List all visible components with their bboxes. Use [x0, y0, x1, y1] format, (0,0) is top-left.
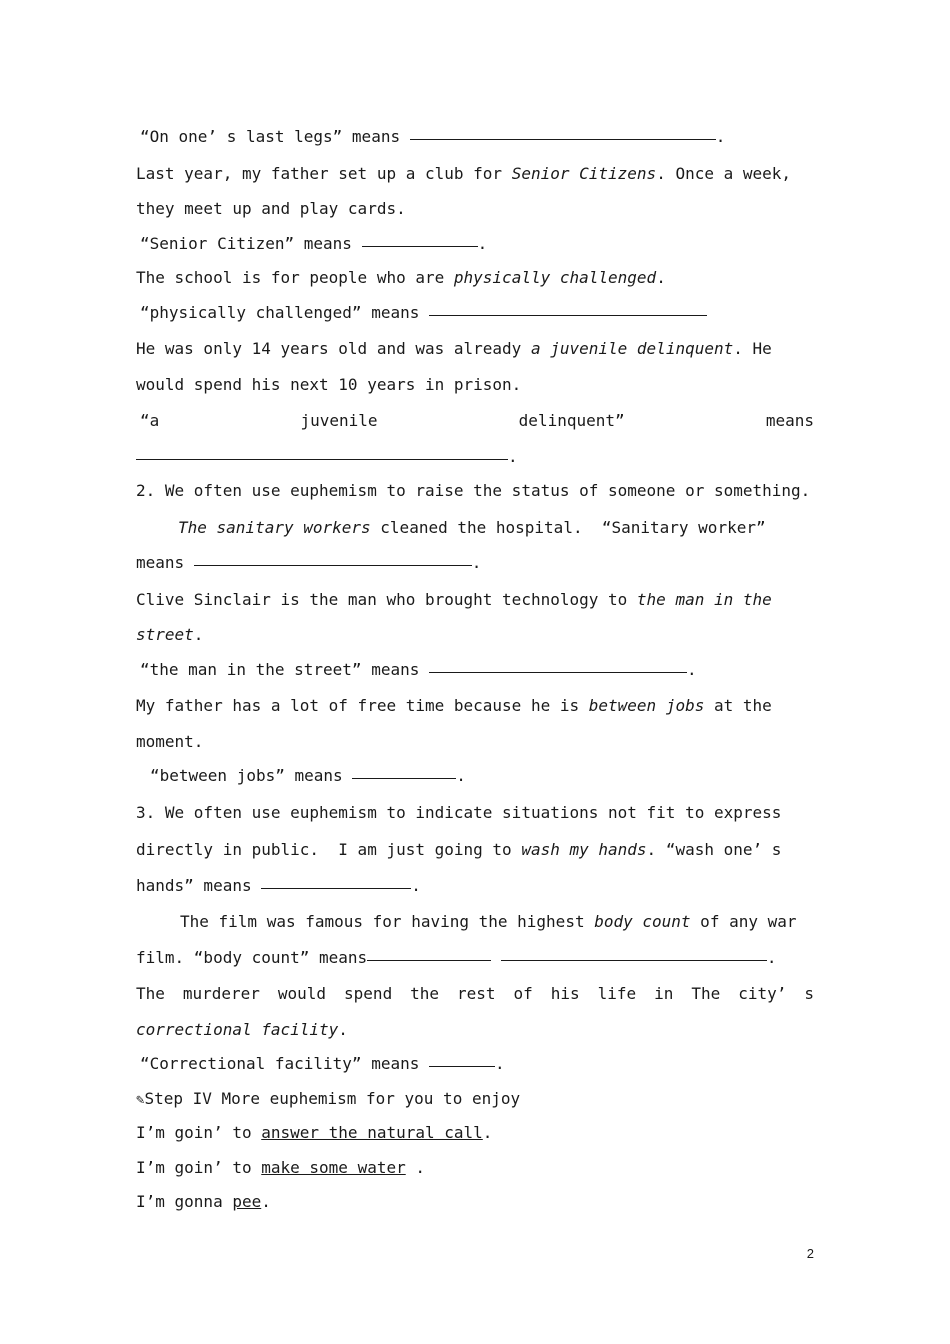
text-line: Last year, my father set up a club for Senior Citizens. Once a week,: [136, 163, 792, 183]
answer-blank[interactable]: [194, 564, 472, 566]
text-line: I’m goin’ to answer the natural call.: [136, 1123, 493, 1142]
answer-blank[interactable]: [136, 458, 508, 460]
answer-blank[interactable]: [429, 671, 687, 673]
answer-blank[interactable]: [352, 777, 456, 779]
text-line: “a juvenile delinquent” means: [140, 411, 814, 430]
text-line: moment.: [136, 731, 204, 751]
text-line: “Senior Citizen” means .: [140, 233, 488, 253]
text-line: The film was famous for having the highest body count of any war: [180, 912, 797, 931]
answer-blank[interactable]: [362, 245, 478, 247]
text-line: means .: [136, 553, 482, 572]
text-line: correctional facility.: [136, 1019, 348, 1039]
text-line: directly in public. I am just going to wash my hands. “wash one’ s: [136, 840, 782, 859]
text-line: would spend his next 10 years in prison.: [136, 374, 522, 394]
text-line: “Correctional facility” means .: [140, 1054, 505, 1073]
text-line: The school is for people who are physically challenged.: [136, 268, 666, 287]
text-line: film. “body count” means .: [136, 947, 777, 967]
answer-blank[interactable]: [429, 1065, 495, 1067]
answer-blank[interactable]: [367, 959, 491, 961]
text-line: 2. We often use euphemism to raise the status of someone or something.: [136, 481, 811, 500]
text-line: Clive Sinclair is the man who brought technology to the man in the: [136, 589, 772, 609]
text-line: “the man in the street” means .: [140, 659, 697, 679]
text-line: “On one’ s last legs” means .: [140, 127, 726, 146]
answer-blank[interactable]: [410, 138, 716, 140]
answer-blank[interactable]: [261, 887, 411, 889]
text-line: He was only 14 years old and was already a juvenile delinquent. He: [136, 339, 772, 358]
answer-blank[interactable]: [429, 314, 707, 316]
text-line: .: [136, 440, 814, 475]
text-line: they meet up and play cards.: [136, 199, 406, 218]
text-line: hands” means .: [136, 875, 421, 895]
text-line: I’m gonna pee.: [136, 1192, 271, 1211]
answer-blank[interactable]: [501, 959, 767, 961]
text-line: I’m goin’ to make some water .: [136, 1157, 425, 1177]
pencil-icon: ✎: [136, 1091, 145, 1108]
text-line: The sanitary workers cleaned the hospital. “Sanitary worker”: [178, 517, 766, 537]
text-line: My father has a lot of free time because he is between jobs at the: [136, 696, 772, 715]
text-line: street.: [136, 625, 204, 644]
text-line: ✎Step IV More euphemism for you to enjoy: [136, 1088, 521, 1108]
text-line: 3. We often use euphemism to indicate situations not fit to express: [136, 802, 782, 822]
text-line: “between jobs” means .: [150, 766, 466, 785]
text-line: “physically challenged” means: [136, 296, 814, 331]
text-line: The murderer would spend the rest of his life in The city’ s: [136, 984, 814, 1003]
page-number: 2: [806, 1246, 814, 1261]
document-page: [136, 120, 814, 1220]
